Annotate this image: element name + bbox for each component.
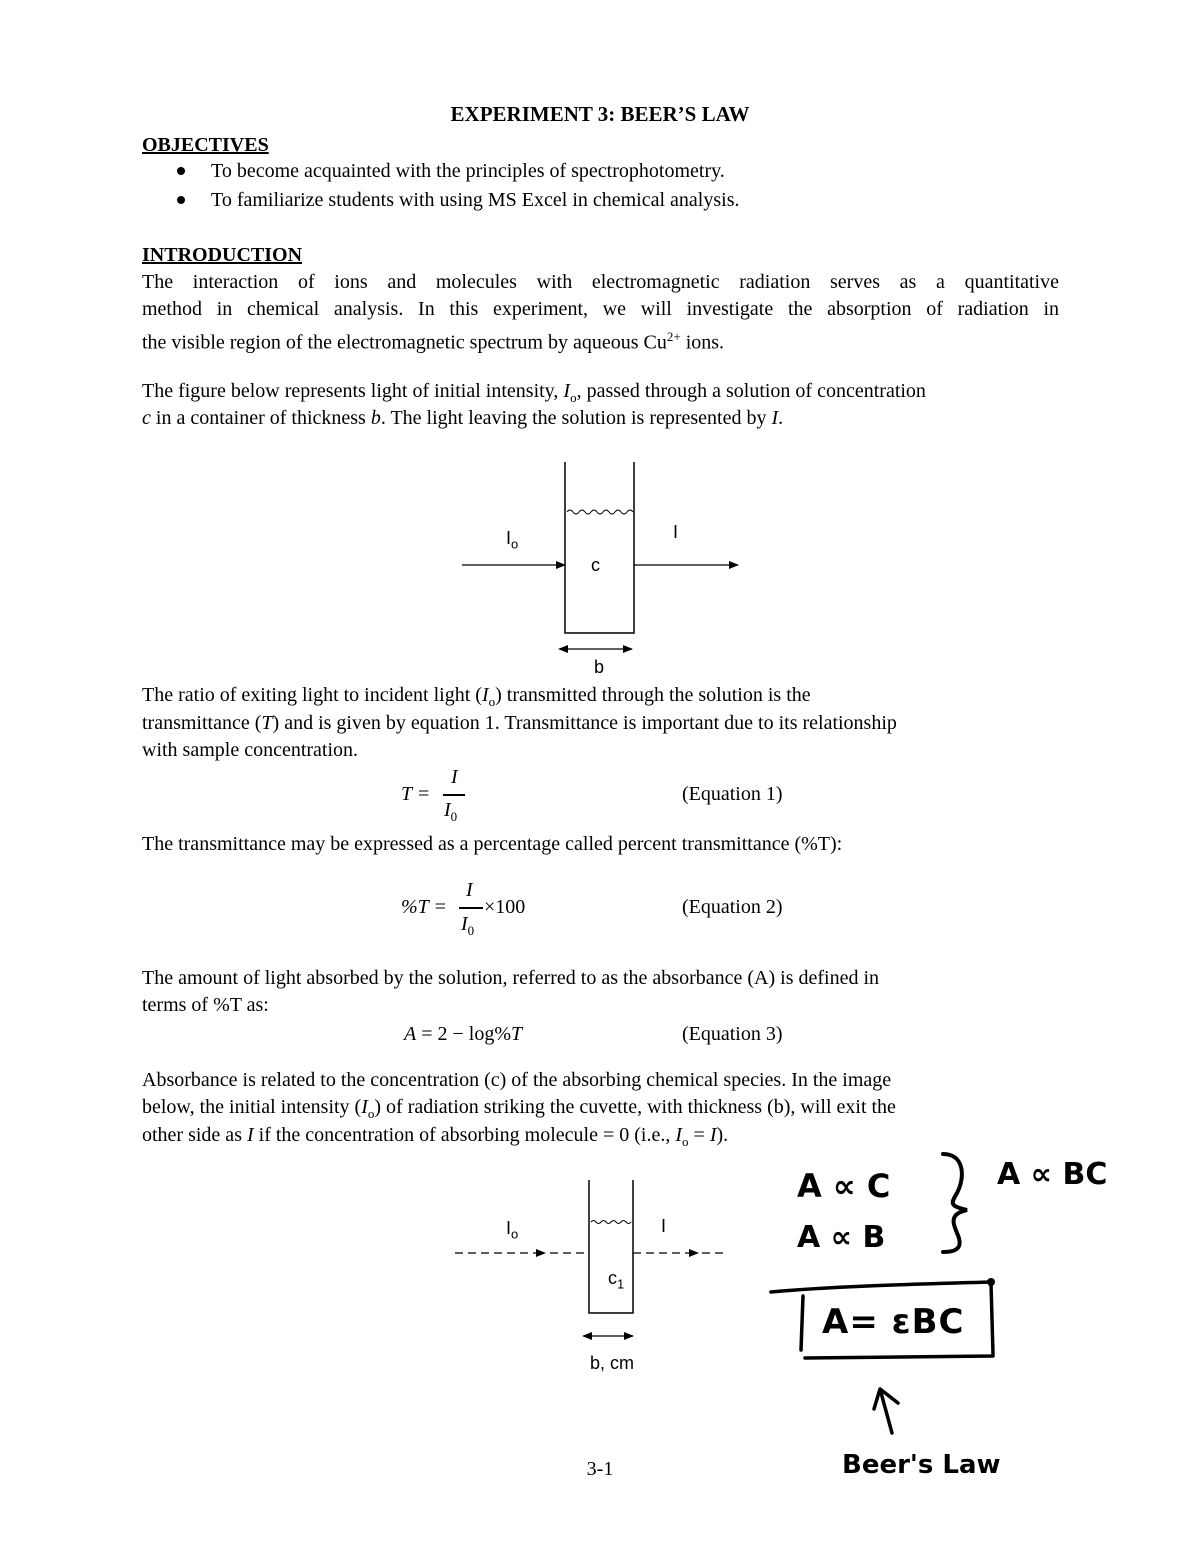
label-b-cm: b, cm [590, 1353, 635, 1373]
equation-2-denominator [461, 912, 474, 943]
equation-3 [404, 1022, 522, 1046]
bullet-icon [177, 196, 185, 204]
label-b: b [594, 657, 605, 677]
introduction-heading: INTRODUCTION [142, 244, 303, 266]
equation-2-tag: (Equation 2) [682, 896, 783, 918]
text-span: other side as [142, 1124, 247, 1146]
objective-item-2: To familiarize students with using MS Excel in chemical analysis. [211, 189, 740, 211]
var-i: I [361, 1096, 368, 1118]
text-span: ) of radiation striking the cuvette, with thickness (b), will exit the [374, 1096, 896, 1118]
var-b: b [370, 407, 381, 429]
cuvette-diagram-2 [450, 1175, 740, 1350]
intro-p2-line2 [142, 405, 783, 432]
var-c: c [142, 407, 151, 429]
text-span: = [688, 1124, 710, 1146]
eq-den: I [461, 913, 468, 935]
text-span: transmittance ( [142, 712, 262, 734]
subscript: o [488, 694, 496, 709]
text-span: . The light leaving the solution is represented by [380, 407, 772, 429]
intro-p1-line1: The interaction of ions and molecules with electromagnetic radiation serves as a quantitative [142, 271, 1059, 293]
handwritten-a-prop-b: A ∝ B [797, 1220, 886, 1255]
subscript: o [511, 1226, 519, 1242]
label-io [506, 1218, 518, 1242]
eq-lhs: T = [401, 783, 431, 805]
var-i: I [675, 1124, 683, 1146]
eq-var-a: A [404, 1023, 417, 1045]
handwritten-a-prop-c: A ∝ C [797, 1167, 891, 1205]
eq-num: I [451, 766, 458, 788]
equation-2-lhs [401, 895, 447, 919]
intro-p5-line2: terms of %T as: [142, 994, 269, 1016]
text-span: in a container of thickness [150, 407, 371, 429]
var-i: I [246, 1124, 254, 1146]
intro-p1-line3 [142, 323, 724, 357]
eq-den: I [444, 799, 451, 821]
intro-p3-line2 [142, 710, 897, 737]
equation-3-tag: (Equation 3) [682, 1023, 783, 1045]
subscript: 1 [617, 1276, 625, 1292]
liquid-surface [591, 1221, 631, 1224]
label-i: I [661, 1216, 667, 1236]
intro-p3-line3: with sample concentration. [142, 739, 359, 761]
subscript: o [570, 390, 577, 405]
label-text: c [608, 1268, 617, 1288]
subscript: o [511, 536, 519, 552]
bullet-icon [177, 167, 185, 175]
charge-superscript: 2+ [666, 329, 681, 344]
cuvette-outline [565, 462, 634, 633]
var-i: I [709, 1124, 717, 1146]
liquid-surface [567, 510, 633, 514]
intro-p1-text: the visible region of the electromagnetic spectrum by aqueous Cu [142, 331, 667, 354]
intro-p6-line3 [142, 1122, 728, 1155]
curly-brace-icon [935, 1148, 980, 1258]
label-c: c [591, 555, 600, 575]
fraction-bar [443, 794, 465, 796]
text-span: ) and is given by equation 1. Transmittance is important due to its relationship [272, 712, 897, 734]
subscript: o [682, 1134, 689, 1149]
intro-p6-line1: Absorbance is related to the concentration (c) of the absorbing chemical species. In the image [142, 1069, 892, 1091]
objective-item-1: To become acquainted with the principles of spectrophotometry. [211, 160, 725, 182]
label-c1 [608, 1268, 624, 1292]
label-text: I [506, 528, 512, 548]
label-io [506, 528, 518, 552]
var-i: I [481, 684, 489, 706]
equation-1-numerator [451, 765, 458, 789]
text-span: The figure below represents light of initial intensity, [142, 380, 564, 402]
intro-p5-line1: The amount of light absorbed by the solution, referred to as the absorbance (A) is defined in [142, 967, 880, 989]
label-i: I [673, 522, 679, 542]
eq-var-t: T [511, 1023, 523, 1045]
page-number: 3-1 [586, 1458, 614, 1480]
equation-2-multiplier: ×100 [484, 896, 526, 918]
objectives-heading: OBJECTIVES [142, 134, 269, 156]
subscript: 0 [450, 809, 458, 824]
eq-lhs: %T = [401, 896, 447, 918]
var-io: I [563, 380, 571, 402]
handwritten-caption: Beer's Law [842, 1450, 1001, 1480]
text-span: if the concentration of absorbing molecule = 0 (i.e., [253, 1124, 676, 1146]
handwritten-a-prop-bc: A ∝ BC [997, 1157, 1108, 1192]
var-i: I [771, 407, 779, 429]
var-t: T [261, 712, 273, 734]
fraction-bar [459, 907, 483, 909]
handwritten-beers-law-formula: A= εBC [822, 1302, 965, 1342]
equation-1-tag: (Equation 1) [682, 783, 783, 805]
text-span: ). [716, 1124, 729, 1146]
intro-p1-end: ions. [680, 331, 725, 354]
eq-mid: = 2 − log% [416, 1023, 511, 1045]
intro-p1-line2: method in chemical analysis. In this experiment, we will investigate the absorption of radiation in [142, 298, 1059, 320]
text-span: The ratio of exiting light to incident light ( [142, 684, 482, 706]
label-text: I [506, 1218, 512, 1238]
eq-num: I [466, 879, 473, 901]
arrow-up-icon [868, 1383, 908, 1438]
page-title: EXPERIMENT 3: BEER’S LAW [450, 102, 750, 126]
equation-1-denominator [444, 798, 457, 829]
text-span: ) transmitted through the solution is the [495, 684, 811, 706]
text-span: . [778, 407, 784, 429]
text-span: below, the initial intensity ( [142, 1096, 362, 1118]
intro-p4: The transmittance may be expressed as a percentage called percent transmittance (%T): [142, 833, 843, 855]
equation-1-lhs [401, 782, 430, 806]
text-span: , passed through a solution of concentration [576, 380, 926, 402]
subscript: o [367, 1106, 375, 1121]
cuvette-outline [589, 1180, 633, 1313]
equation-2-numerator [466, 878, 473, 902]
subscript: 0 [467, 923, 475, 938]
cuvette-diagram-1 [455, 455, 755, 685]
